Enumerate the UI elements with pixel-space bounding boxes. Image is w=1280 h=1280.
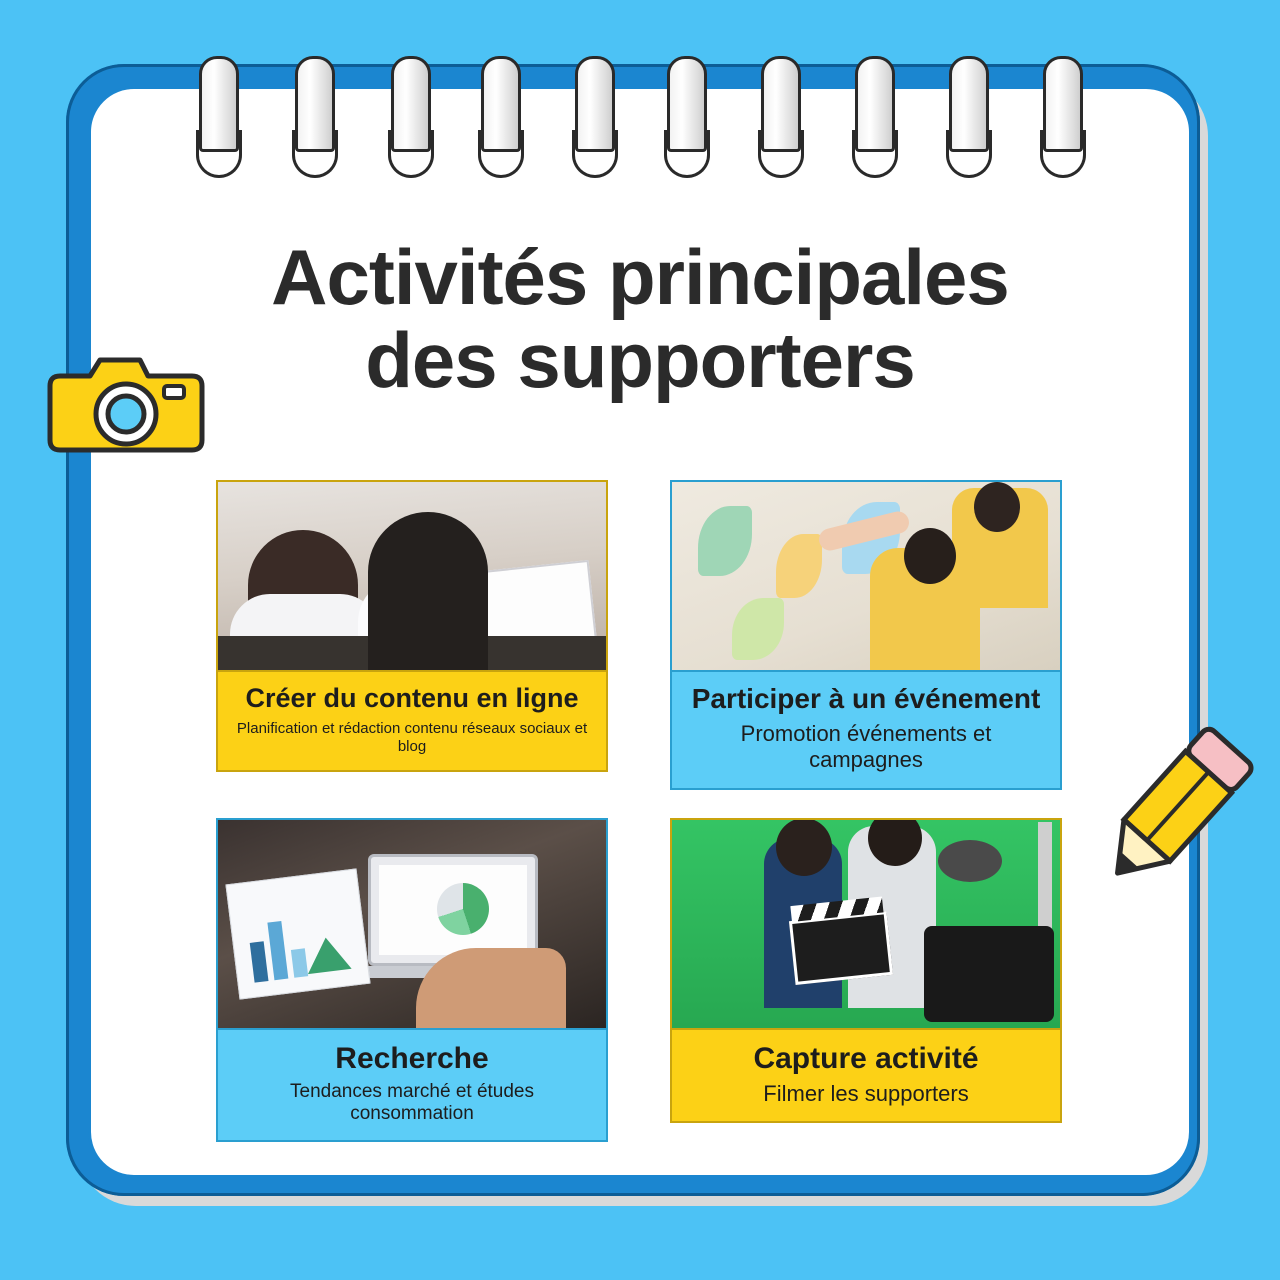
spiral-binding: [0, 0, 1280, 200]
activity-caption-capture-activite: [670, 1028, 1062, 1123]
spiral-ring: [664, 56, 710, 184]
spiral-ring: [196, 56, 242, 184]
spiral-ring: [1040, 56, 1086, 184]
activity-photo-participer-evenement: [670, 480, 1062, 670]
activity-subtitle: Tendances marché et études consommation: [290, 1080, 534, 1125]
activities-grid: [216, 480, 1066, 1142]
activity-card-recherche[interactable]: [216, 818, 608, 1143]
activity-photo-creer-contenu: [216, 480, 608, 670]
activity-title: Capture activité: [753, 1041, 979, 1075]
page-title-line-1: Activités principales: [271, 233, 1009, 321]
spiral-ring: [758, 56, 804, 184]
page-title: [130, 233, 1150, 404]
activity-photo-recherche: [216, 818, 608, 1028]
activity-subtitle: Promotion événements et campagnes: [740, 720, 992, 773]
spiral-ring: [478, 56, 524, 184]
spiral-ring: [852, 56, 898, 184]
camera-icon: [36, 330, 216, 470]
activity-card-creer-contenu[interactable]: [216, 480, 608, 790]
activity-caption-recherche: [216, 1028, 608, 1143]
activity-card-participer-evenement[interactable]: [670, 480, 1062, 790]
pencil-icon: [1085, 720, 1260, 900]
activity-card-capture-activite[interactable]: [670, 818, 1062, 1143]
activity-photo-capture-activite: [670, 818, 1062, 1028]
activity-caption-participer-evenement: [670, 670, 1062, 790]
spiral-ring: [946, 56, 992, 184]
spiral-ring: [572, 56, 618, 184]
page-title-line-2: des supporters: [365, 315, 915, 404]
activity-title: Participer à un événement: [691, 683, 1041, 714]
activity-subtitle: Planification et rédaction contenu réseaux sociaux et blog: [236, 719, 588, 755]
activity-title: Créer du contenu en ligne: [245, 683, 579, 713]
spiral-ring: [388, 56, 434, 184]
spiral-ring: [292, 56, 338, 184]
activity-subtitle: Filmer les supporters: [763, 1080, 969, 1106]
activity-caption-creer-contenu: [216, 670, 608, 772]
activity-title: Recherche: [335, 1041, 489, 1075]
